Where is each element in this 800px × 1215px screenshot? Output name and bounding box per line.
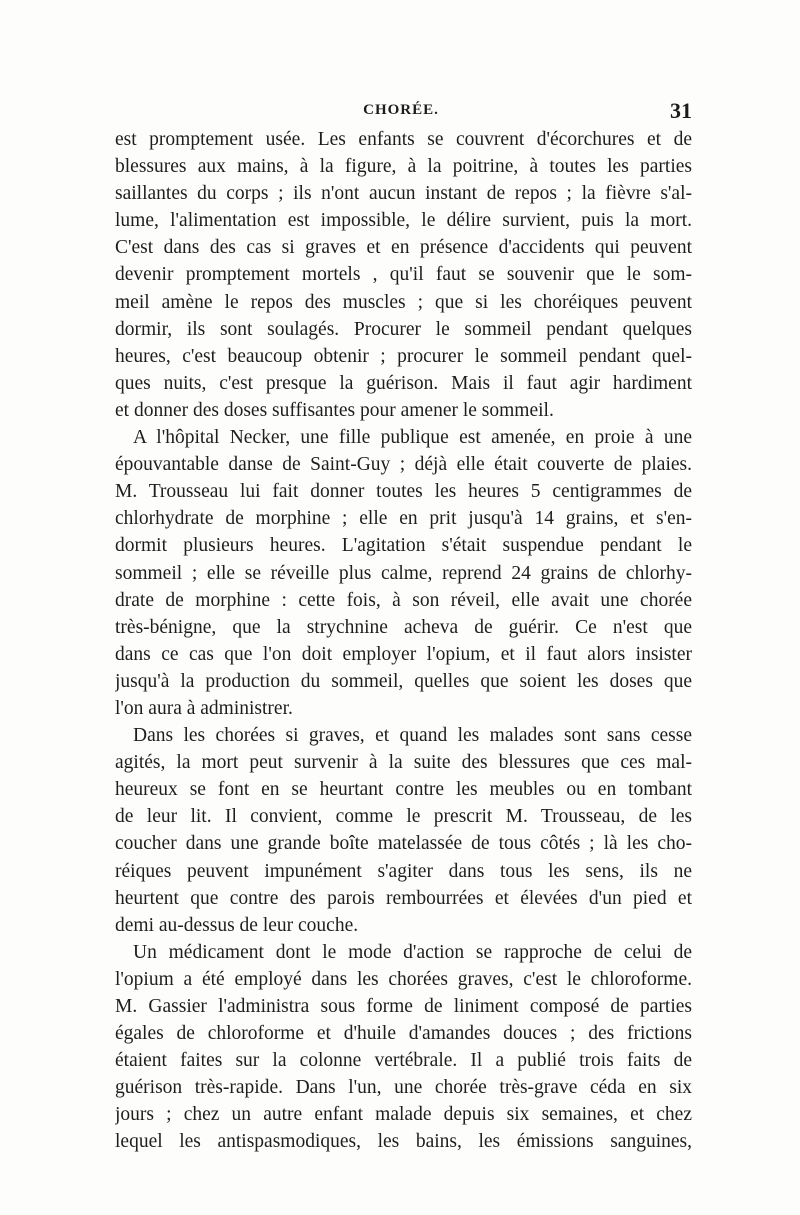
text-line: guérison très-rapide. Dans l'un, une chorée très-grave céda en six xyxy=(115,1077,692,1099)
text-line: blessures aux mains, à la figure, à la poitrine, à toutes les parties xyxy=(115,156,692,178)
text-line: très-bénigne, que la strychnine acheva de guérir. Ce n'est que xyxy=(115,616,692,638)
running-title: CHORÉE. xyxy=(363,102,439,118)
text-line: Dans les chorées si graves, et quand les malades sont sans cesse xyxy=(133,725,692,747)
text-line: égales de chloroforme et d'huile d'amandes douces ; des frictions xyxy=(115,1023,692,1045)
text-line: lume, l'alimentation est impossible, le délire survient, puis la mort. xyxy=(115,210,692,232)
text-line: chlorhydrate de morphine ; elle en prit jusqu'à 14 grains, et s'en- xyxy=(115,508,692,530)
text-line: est promptement usée. Les enfants se couvrent d'écorchures et de xyxy=(115,129,692,150)
text-line: lequel les antispasmodiques, les bains, les émissions sanguines, xyxy=(115,1131,692,1153)
text-line: ques nuits, c'est presque la guérison. Mais il faut agir hardiment xyxy=(115,372,692,394)
text-line: épouvantable danse de Saint-Guy ; déjà elle était couverte de plaies. xyxy=(115,454,692,476)
text-line: réiques peuvent impunément s'agiter dans tous les sens, ils ne xyxy=(115,860,692,882)
text-line: drate de morphine : cette fois, à son réveil, elle avait une chorée xyxy=(115,589,692,611)
text-line: saillantes du corps ; ils n'ont aucun instant de repos ; la fièvre s'al- xyxy=(115,183,692,205)
text-line: coucher dans une grande boîte matelassée de tous côtés ; là les cho- xyxy=(115,833,692,855)
text-line: demi au-dessus de leur couche. xyxy=(115,914,359,936)
text-line: meil amène le repos des muscles ; que si les choréiques peuvent xyxy=(115,291,692,313)
text-line: l'opium a été employé dans les chorées graves, c'est le chloroforme. xyxy=(115,968,692,990)
text-line: heures, c'est beaucoup obtenir ; procurer le sommeil pendant quel- xyxy=(115,345,692,367)
text-line: dans ce cas que l'on doit employer l'opium, et il faut alors insister xyxy=(115,643,692,665)
running-header xyxy=(110,98,692,128)
text-line: M. Trousseau lui fait donner toutes les heures 5 centigrammes de xyxy=(115,481,692,503)
text-line: Un médicament dont le mode d'action se rapproche de celui de xyxy=(133,941,692,963)
text-line: l'on aura à administrer. xyxy=(115,697,293,719)
text-line: devenir promptement mortels , qu'il faut se souvenir que le som- xyxy=(115,264,692,286)
text-line: jusqu'à la production du sommeil, quelles que soient les doses que xyxy=(115,670,692,692)
text-line: dormit plusieurs heures. L'agitation s'était suspendue pendant le xyxy=(115,535,692,557)
text-line: étaient faites sur la colonne vertébrale. Il a publié trois faits de xyxy=(115,1050,692,1072)
text-line: dormir, ils sont soulagés. Procurer le sommeil pendant quelques xyxy=(115,318,692,340)
text-line: M. Gassier l'administra sous forme de liniment composé de parties xyxy=(115,996,692,1017)
text-line: agités, la mort peut survenir à la suite des blessures que ces mal- xyxy=(115,752,692,774)
page-number: 31 xyxy=(670,98,692,123)
text-line: sommeil ; elle se réveille plus calme, reprend 24 grains de chlorhy- xyxy=(115,562,692,584)
text-line: heureux se font en se heurtant contre les meubles ou en tombant xyxy=(115,779,692,801)
text-line: et donner des doses suffisantes pour amener le sommeil. xyxy=(115,399,554,421)
text-line: de leur lit. Il convient, comme le prescrit M. Trousseau, de les xyxy=(115,806,692,828)
text-line: heurtent que contre des parois rembourrées et élevées d'un pied et xyxy=(115,887,692,909)
body-text xyxy=(115,126,692,1156)
text-line: A l'hôpital Necker, une fille publique est amenée, en proie à une xyxy=(133,427,692,449)
text-line: jours ; chez un autre enfant malade depuis six semaines, et chez xyxy=(115,1104,692,1126)
text-line: C'est dans des cas si graves et en présence d'accidents qui peuvent xyxy=(115,237,692,259)
